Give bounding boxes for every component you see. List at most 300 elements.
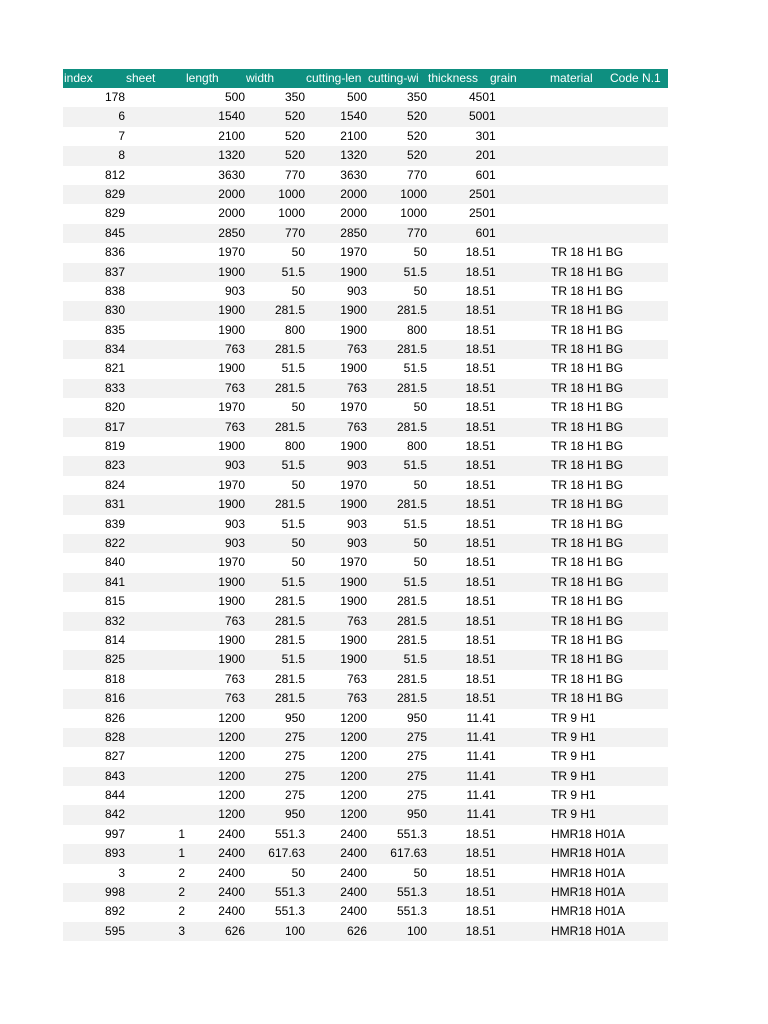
cell-code-n1[interactable]: [609, 864, 668, 883]
cell-width[interactable]: 281.5: [274, 497, 305, 512]
cell-thickness[interactable]: 20: [475, 148, 489, 163]
cell-material[interactable]: TR 18 H1 BG: [551, 594, 624, 609]
cell-grain[interactable]: 1: [489, 632, 496, 647]
cell-code-n1[interactable]: [609, 883, 668, 902]
cell-index[interactable]: 815: [104, 594, 125, 609]
cell-code-n1[interactable]: [609, 456, 668, 475]
cell-cutting-length[interactable]: 1970: [340, 477, 367, 492]
cell-material[interactable]: TR 18 H1 BG: [551, 652, 624, 667]
cell-cutting-width[interactable]: 51.5: [403, 516, 427, 531]
cell-width[interactable]: 281.5: [274, 671, 305, 686]
cell-grain[interactable]: 1: [489, 109, 496, 124]
cell-code-n1[interactable]: [609, 573, 668, 592]
cell-length[interactable]: 1900: [218, 497, 245, 512]
cell-sheet[interactable]: [125, 243, 185, 262]
cell-sheet[interactable]: [125, 631, 185, 650]
cell-length[interactable]: 1200: [218, 710, 245, 725]
cell-material[interactable]: TR 18 H1 BG: [551, 632, 624, 647]
cell-thickness[interactable]: 18.5: [465, 361, 489, 376]
cell-index[interactable]: 3: [118, 865, 125, 880]
cell-index[interactable]: 893: [104, 846, 125, 861]
cell-width[interactable]: 551.3: [274, 904, 305, 919]
cell-cutting-length[interactable]: 1900: [340, 632, 367, 647]
cell-width[interactable]: 1000: [278, 186, 305, 201]
cell-sheet[interactable]: [125, 650, 185, 669]
cell-index[interactable]: 824: [104, 477, 125, 492]
cell-grain[interactable]: 1: [489, 225, 496, 240]
cell-length[interactable]: 2400: [218, 865, 245, 880]
cell-thickness[interactable]: 18.5: [465, 497, 489, 512]
cell-cutting-width[interactable]: 50: [413, 400, 427, 415]
cell-code-n1[interactable]: [609, 282, 668, 301]
cell-thickness[interactable]: 18.5: [465, 691, 489, 706]
cell-sheet[interactable]: [125, 553, 185, 572]
cell-grain[interactable]: 1: [489, 380, 496, 395]
cell-sheet[interactable]: [125, 573, 185, 592]
cell-cutting-width[interactable]: 281.5: [396, 303, 427, 318]
cell-sheet[interactable]: [125, 612, 185, 631]
cell-cutting-length[interactable]: 1900: [340, 303, 367, 318]
cell-width[interactable]: 281.5: [274, 380, 305, 395]
cell-cutting-width[interactable]: 800: [406, 322, 427, 337]
cell-index[interactable]: 835: [104, 322, 125, 337]
cell-length[interactable]: 1970: [218, 400, 245, 415]
cell-grain[interactable]: 1: [489, 865, 496, 880]
cell-thickness[interactable]: 18.5: [465, 632, 489, 647]
cell-material[interactable]: TR 18 H1 BG: [551, 361, 624, 376]
cell-index[interactable]: 842: [104, 807, 125, 822]
cell-index[interactable]: 821: [104, 361, 125, 376]
cell-thickness[interactable]: 18.5: [465, 865, 489, 880]
cell-material[interactable]: HMR18 H01A: [551, 846, 626, 861]
cell-width[interactable]: 275: [284, 749, 305, 764]
cell-index[interactable]: 178: [104, 90, 125, 104]
cell-cutting-length[interactable]: 1320: [340, 148, 367, 163]
cell-material[interactable]: [549, 166, 609, 185]
cell-cutting-width[interactable]: 281.5: [396, 497, 427, 512]
cell-material[interactable]: [549, 88, 609, 107]
cell-cutting-length[interactable]: 3630: [340, 167, 367, 182]
cell-width[interactable]: 770: [284, 167, 305, 182]
cell-length[interactable]: 1900: [218, 632, 245, 647]
cell-width[interactable]: 950: [284, 710, 305, 725]
cell-index[interactable]: 892: [104, 904, 125, 919]
cell-cutting-length[interactable]: 1200: [340, 788, 367, 803]
cell-width[interactable]: 51.5: [281, 574, 305, 589]
cell-material[interactable]: [549, 107, 609, 126]
cell-cutting-width[interactable]: 770: [406, 225, 427, 240]
cell-material[interactable]: TR 18 H1 BG: [551, 477, 624, 492]
cell-code-n1[interactable]: [609, 631, 668, 650]
cell-material[interactable]: HMR18 H01A: [551, 865, 626, 880]
cell-cutting-width[interactable]: 617.63: [390, 846, 427, 861]
cell-sheet[interactable]: [125, 534, 185, 553]
cell-grain[interactable]: 1: [489, 128, 496, 143]
cell-code-n1[interactable]: [609, 825, 668, 844]
cell-sheet[interactable]: [125, 107, 185, 126]
cell-thickness[interactable]: 18.5: [465, 245, 489, 260]
cell-material[interactable]: TR 9 H1: [551, 788, 596, 803]
cell-cutting-length[interactable]: 1540: [340, 109, 367, 124]
cell-grain[interactable]: 1: [489, 691, 496, 706]
cell-index[interactable]: 833: [104, 380, 125, 395]
cell-width[interactable]: 520: [284, 109, 305, 124]
cell-cutting-length[interactable]: 2400: [340, 826, 367, 841]
cell-width[interactable]: 275: [284, 729, 305, 744]
cell-grain[interactable]: 1: [489, 768, 496, 783]
cell-thickness[interactable]: 11.4: [466, 807, 489, 822]
cell-code-n1[interactable]: [609, 767, 668, 786]
cell-code-n1[interactable]: [609, 747, 668, 766]
cell-length[interactable]: 1900: [218, 652, 245, 667]
cell-sheet[interactable]: [125, 456, 185, 475]
cell-thickness[interactable]: 18.5: [465, 400, 489, 415]
cell-thickness[interactable]: 18.5: [465, 458, 489, 473]
cell-index[interactable]: 829: [104, 186, 125, 201]
cell-length[interactable]: 1970: [218, 477, 245, 492]
cell-sheet[interactable]: [125, 786, 185, 805]
cell-index[interactable]: 843: [104, 768, 125, 783]
cell-sheet[interactable]: [125, 224, 185, 243]
cell-material[interactable]: TR 9 H1: [551, 749, 596, 764]
cell-index[interactable]: 845: [104, 225, 125, 240]
cell-index[interactable]: 822: [104, 535, 125, 550]
cell-cutting-width[interactable]: 50: [413, 477, 427, 492]
cell-sheet[interactable]: [125, 709, 185, 728]
cell-code-n1[interactable]: [609, 301, 668, 320]
cell-length[interactable]: 903: [224, 283, 245, 298]
cell-material[interactable]: TR 18 H1 BG: [551, 613, 624, 628]
cell-index[interactable]: 831: [104, 497, 125, 512]
cell-cutting-width[interactable]: 281.5: [396, 594, 427, 609]
cell-thickness[interactable]: 18.5: [465, 322, 489, 337]
cell-index[interactable]: 839: [104, 516, 125, 531]
cell-grain[interactable]: 1: [489, 342, 496, 357]
cell-thickness[interactable]: 18.5: [465, 303, 489, 318]
cell-index[interactable]: 823: [104, 458, 125, 473]
cell-cutting-length[interactable]: 1200: [340, 807, 367, 822]
cell-thickness[interactable]: 18.5: [465, 535, 489, 550]
cell-width[interactable]: 281.5: [274, 303, 305, 318]
cell-index[interactable]: 812: [104, 167, 125, 182]
cell-cutting-width[interactable]: 800: [406, 439, 427, 454]
cell-width[interactable]: 281.5: [274, 613, 305, 628]
cell-grain[interactable]: 1: [489, 788, 496, 803]
cell-grain[interactable]: 1: [489, 807, 496, 822]
cell-grain[interactable]: 1: [489, 535, 496, 550]
cell-cutting-width[interactable]: 281.5: [396, 419, 427, 434]
cell-cutting-length[interactable]: 1900: [340, 652, 367, 667]
cell-material[interactable]: TR 9 H1: [551, 710, 596, 725]
cell-code-n1[interactable]: [609, 805, 668, 824]
cell-index[interactable]: 840: [104, 555, 125, 570]
cell-code-n1[interactable]: [609, 515, 668, 534]
cell-code-n1[interactable]: [609, 786, 668, 805]
cell-length[interactable]: 1900: [218, 574, 245, 589]
cell-code-n1[interactable]: [609, 922, 668, 941]
cell-index[interactable]: 6: [118, 109, 125, 124]
cell-length[interactable]: 2400: [218, 904, 245, 919]
cell-material[interactable]: TR 18 H1 BG: [551, 245, 624, 260]
cell-code-n1[interactable]: [609, 185, 668, 204]
cell-thickness[interactable]: 18.5: [465, 594, 489, 609]
cell-cutting-width[interactable]: 950: [406, 710, 427, 725]
cell-material[interactable]: TR 9 H1: [551, 768, 596, 783]
cell-cutting-length[interactable]: 763: [346, 419, 367, 434]
cell-length[interactable]: 1900: [218, 439, 245, 454]
cell-grain[interactable]: 1: [489, 458, 496, 473]
cell-thickness[interactable]: 18.5: [465, 904, 489, 919]
cell-width[interactable]: 551.3: [274, 826, 305, 841]
cell-index[interactable]: 837: [104, 264, 125, 279]
cell-sheet[interactable]: [125, 689, 185, 708]
cell-sheet[interactable]: [125, 437, 185, 456]
cell-width[interactable]: 50: [291, 400, 305, 415]
cell-material[interactable]: [549, 146, 609, 165]
cell-index[interactable]: 841: [104, 574, 125, 589]
cell-cutting-length[interactable]: 2400: [340, 846, 367, 861]
cell-cutting-width[interactable]: 281.5: [396, 691, 427, 706]
cell-width[interactable]: 275: [284, 788, 305, 803]
cell-grain[interactable]: 1: [489, 671, 496, 686]
cell-sheet[interactable]: [125, 476, 185, 495]
cell-cutting-length[interactable]: 903: [346, 283, 367, 298]
cell-code-n1[interactable]: [609, 204, 668, 223]
cell-thickness[interactable]: 18.5: [465, 439, 489, 454]
cell-length[interactable]: 763: [224, 691, 245, 706]
cell-grain[interactable]: 1: [489, 497, 496, 512]
cell-material[interactable]: TR 18 H1 BG: [551, 516, 624, 531]
cell-cutting-length[interactable]: 2000: [340, 186, 367, 201]
cell-thickness[interactable]: 18.5: [465, 923, 489, 938]
cell-sheet[interactable]: [125, 185, 185, 204]
cell-cutting-length[interactable]: 1200: [340, 729, 367, 744]
cell-code-n1[interactable]: [609, 902, 668, 921]
cell-thickness[interactable]: 18.5: [465, 652, 489, 667]
cell-cutting-length[interactable]: 1900: [340, 322, 367, 337]
cell-width[interactable]: 617.63: [268, 846, 305, 861]
cell-grain[interactable]: 1: [489, 749, 496, 764]
cell-index[interactable]: 844: [104, 788, 125, 803]
cell-cutting-width[interactable]: 551.3: [396, 826, 427, 841]
cell-length[interactable]: 1900: [218, 594, 245, 609]
cell-thickness[interactable]: 18.5: [465, 671, 489, 686]
cell-cutting-length[interactable]: 763: [346, 380, 367, 395]
cell-index[interactable]: 825: [104, 652, 125, 667]
cell-length[interactable]: 763: [224, 419, 245, 434]
cell-grain[interactable]: 1: [489, 710, 496, 725]
cell-cutting-length[interactable]: 1900: [340, 439, 367, 454]
cell-length[interactable]: 1540: [218, 109, 245, 124]
cell-material[interactable]: [549, 185, 609, 204]
cell-thickness[interactable]: 450: [468, 90, 489, 104]
cell-width[interactable]: 281.5: [274, 342, 305, 357]
cell-thickness[interactable]: 250: [468, 186, 489, 201]
cell-thickness[interactable]: 60: [475, 225, 489, 240]
cell-cutting-width[interactable]: 520: [406, 109, 427, 124]
cell-width[interactable]: 800: [284, 439, 305, 454]
cell-index[interactable]: 828: [104, 729, 125, 744]
cell-material[interactable]: TR 18 H1 BG: [551, 671, 624, 686]
cell-grain[interactable]: 1: [489, 729, 496, 744]
column-header-width[interactable]: width: [246, 71, 275, 85]
cell-length[interactable]: 500: [224, 90, 245, 104]
cell-sheet[interactable]: 3: [178, 923, 185, 938]
cell-thickness[interactable]: 18.5: [465, 613, 489, 628]
cell-material[interactable]: TR 18 H1 BG: [551, 322, 624, 337]
cell-cutting-width[interactable]: 520: [406, 148, 427, 163]
cell-code-n1[interactable]: [609, 359, 668, 378]
cell-code-n1[interactable]: [609, 553, 668, 572]
cell-width[interactable]: 520: [284, 148, 305, 163]
cell-code-n1[interactable]: [609, 243, 668, 262]
cell-thickness[interactable]: 18.5: [465, 380, 489, 395]
cell-sheet[interactable]: [125, 379, 185, 398]
cell-thickness[interactable]: 18.5: [465, 283, 489, 298]
cell-index[interactable]: 816: [104, 691, 125, 706]
column-header-index[interactable]: index: [64, 71, 93, 85]
cell-code-n1[interactable]: [609, 398, 668, 417]
cell-thickness[interactable]: 11.4: [466, 729, 489, 744]
cell-cutting-length[interactable]: 1970: [340, 245, 367, 260]
cell-material[interactable]: TR 18 H1 BG: [551, 264, 624, 279]
cell-width[interactable]: 51.5: [281, 516, 305, 531]
cell-width[interactable]: 50: [291, 865, 305, 880]
cell-sheet[interactable]: [125, 146, 185, 165]
cell-thickness[interactable]: 18.5: [465, 419, 489, 434]
cell-width[interactable]: 51.5: [281, 652, 305, 667]
cell-sheet[interactable]: [125, 88, 185, 107]
cell-sheet[interactable]: [125, 728, 185, 747]
cell-cutting-length[interactable]: 1970: [340, 400, 367, 415]
cell-cutting-length[interactable]: 1200: [340, 768, 367, 783]
cell-length[interactable]: 903: [224, 516, 245, 531]
column-header-material[interactable]: material: [550, 71, 593, 85]
cell-length[interactable]: 1200: [218, 749, 245, 764]
cell-length[interactable]: 1970: [218, 245, 245, 260]
cell-index[interactable]: 8: [118, 148, 125, 163]
cell-code-n1[interactable]: [609, 689, 668, 708]
cell-cutting-width[interactable]: 275: [406, 768, 427, 783]
cell-length[interactable]: 1900: [218, 303, 245, 318]
cell-cutting-length[interactable]: 1900: [340, 594, 367, 609]
cell-grain[interactable]: 1: [489, 186, 496, 201]
cell-code-n1[interactable]: [609, 728, 668, 747]
cell-sheet[interactable]: [125, 204, 185, 223]
cell-length[interactable]: 903: [224, 458, 245, 473]
cell-cutting-width[interactable]: 950: [406, 807, 427, 822]
cell-code-n1[interactable]: [609, 146, 668, 165]
cell-width[interactable]: 281.5: [274, 691, 305, 706]
cell-code-n1[interactable]: [609, 612, 668, 631]
cell-width[interactable]: 950: [284, 807, 305, 822]
cell-material[interactable]: TR 18 H1 BG: [551, 439, 624, 454]
cell-material[interactable]: HMR18 H01A: [551, 885, 626, 900]
cell-thickness[interactable]: 11.4: [466, 749, 489, 764]
cell-index[interactable]: 595: [104, 923, 125, 938]
cell-length[interactable]: 1200: [218, 807, 245, 822]
cell-cutting-width[interactable]: 50: [413, 865, 427, 880]
cell-cutting-length[interactable]: 1900: [340, 497, 367, 512]
cell-cutting-width[interactable]: 51.5: [403, 264, 427, 279]
cell-length[interactable]: 1900: [218, 264, 245, 279]
cell-cutting-length[interactable]: 626: [346, 923, 367, 938]
cell-thickness[interactable]: 18.5: [465, 555, 489, 570]
cell-index[interactable]: 829: [104, 206, 125, 221]
cell-material[interactable]: [549, 127, 609, 146]
cell-sheet[interactable]: [125, 495, 185, 514]
cell-material[interactable]: TR 9 H1: [551, 729, 596, 744]
cell-index[interactable]: 817: [104, 419, 125, 434]
cell-width[interactable]: 520: [284, 128, 305, 143]
cell-material[interactable]: HMR18 H01A: [551, 826, 626, 841]
cell-grain[interactable]: 1: [489, 303, 496, 318]
cell-cutting-width[interactable]: 281.5: [396, 671, 427, 686]
cell-cutting-length[interactable]: 763: [346, 671, 367, 686]
column-header-cutting-length[interactable]: cutting-len: [306, 71, 362, 85]
cell-length[interactable]: 2400: [218, 826, 245, 841]
cell-thickness[interactable]: 11.4: [466, 788, 489, 803]
cell-cutting-length[interactable]: 903: [346, 458, 367, 473]
cell-cutting-length[interactable]: 1900: [340, 264, 367, 279]
cell-code-n1[interactable]: [609, 844, 668, 863]
cell-index[interactable]: 814: [104, 632, 125, 647]
cell-grain[interactable]: 1: [489, 574, 496, 589]
cell-cutting-length[interactable]: 903: [346, 535, 367, 550]
cell-index[interactable]: 838: [104, 283, 125, 298]
cell-cutting-length[interactable]: 903: [346, 516, 367, 531]
cell-width[interactable]: 800: [284, 322, 305, 337]
cell-material[interactable]: TR 18 H1 BG: [551, 555, 624, 570]
cell-length[interactable]: 1970: [218, 555, 245, 570]
cell-cutting-length[interactable]: 763: [346, 342, 367, 357]
cell-cutting-length[interactable]: 2400: [340, 885, 367, 900]
cell-grain[interactable]: 1: [489, 477, 496, 492]
cell-sheet[interactable]: [125, 418, 185, 437]
cell-material[interactable]: HMR18 H01A: [551, 923, 626, 938]
cell-code-n1[interactable]: [609, 592, 668, 611]
cell-sheet[interactable]: [125, 747, 185, 766]
cell-length[interactable]: 1200: [218, 768, 245, 783]
cell-thickness[interactable]: 11.4: [466, 710, 489, 725]
cell-material[interactable]: [549, 204, 609, 223]
cell-cutting-width[interactable]: 51.5: [403, 361, 427, 376]
cell-cutting-length[interactable]: 500: [346, 90, 367, 104]
cell-length[interactable]: 2000: [218, 206, 245, 221]
cell-length[interactable]: 2400: [218, 846, 245, 861]
cell-grain[interactable]: 1: [489, 90, 496, 104]
cell-code-n1[interactable]: [609, 88, 668, 107]
cell-grain[interactable]: 1: [489, 885, 496, 900]
cell-length[interactable]: 1900: [218, 361, 245, 376]
cell-index[interactable]: 836: [104, 245, 125, 260]
cell-sheet[interactable]: [125, 127, 185, 146]
column-header-code-n1[interactable]: Code N.1: [610, 71, 661, 85]
cell-index[interactable]: 827: [104, 749, 125, 764]
cell-grain[interactable]: 1: [489, 516, 496, 531]
cell-cutting-length[interactable]: 1900: [340, 574, 367, 589]
cell-sheet[interactable]: [125, 359, 185, 378]
cell-cutting-width[interactable]: 281.5: [396, 632, 427, 647]
cell-code-n1[interactable]: [609, 224, 668, 243]
cell-index[interactable]: 830: [104, 303, 125, 318]
cell-length[interactable]: 763: [224, 380, 245, 395]
cell-index[interactable]: 997: [104, 826, 125, 841]
cell-thickness[interactable]: 18.5: [465, 477, 489, 492]
cell-grain[interactable]: 1: [489, 419, 496, 434]
cell-cutting-width[interactable]: 1000: [400, 206, 427, 221]
cell-grain[interactable]: 1: [489, 652, 496, 667]
